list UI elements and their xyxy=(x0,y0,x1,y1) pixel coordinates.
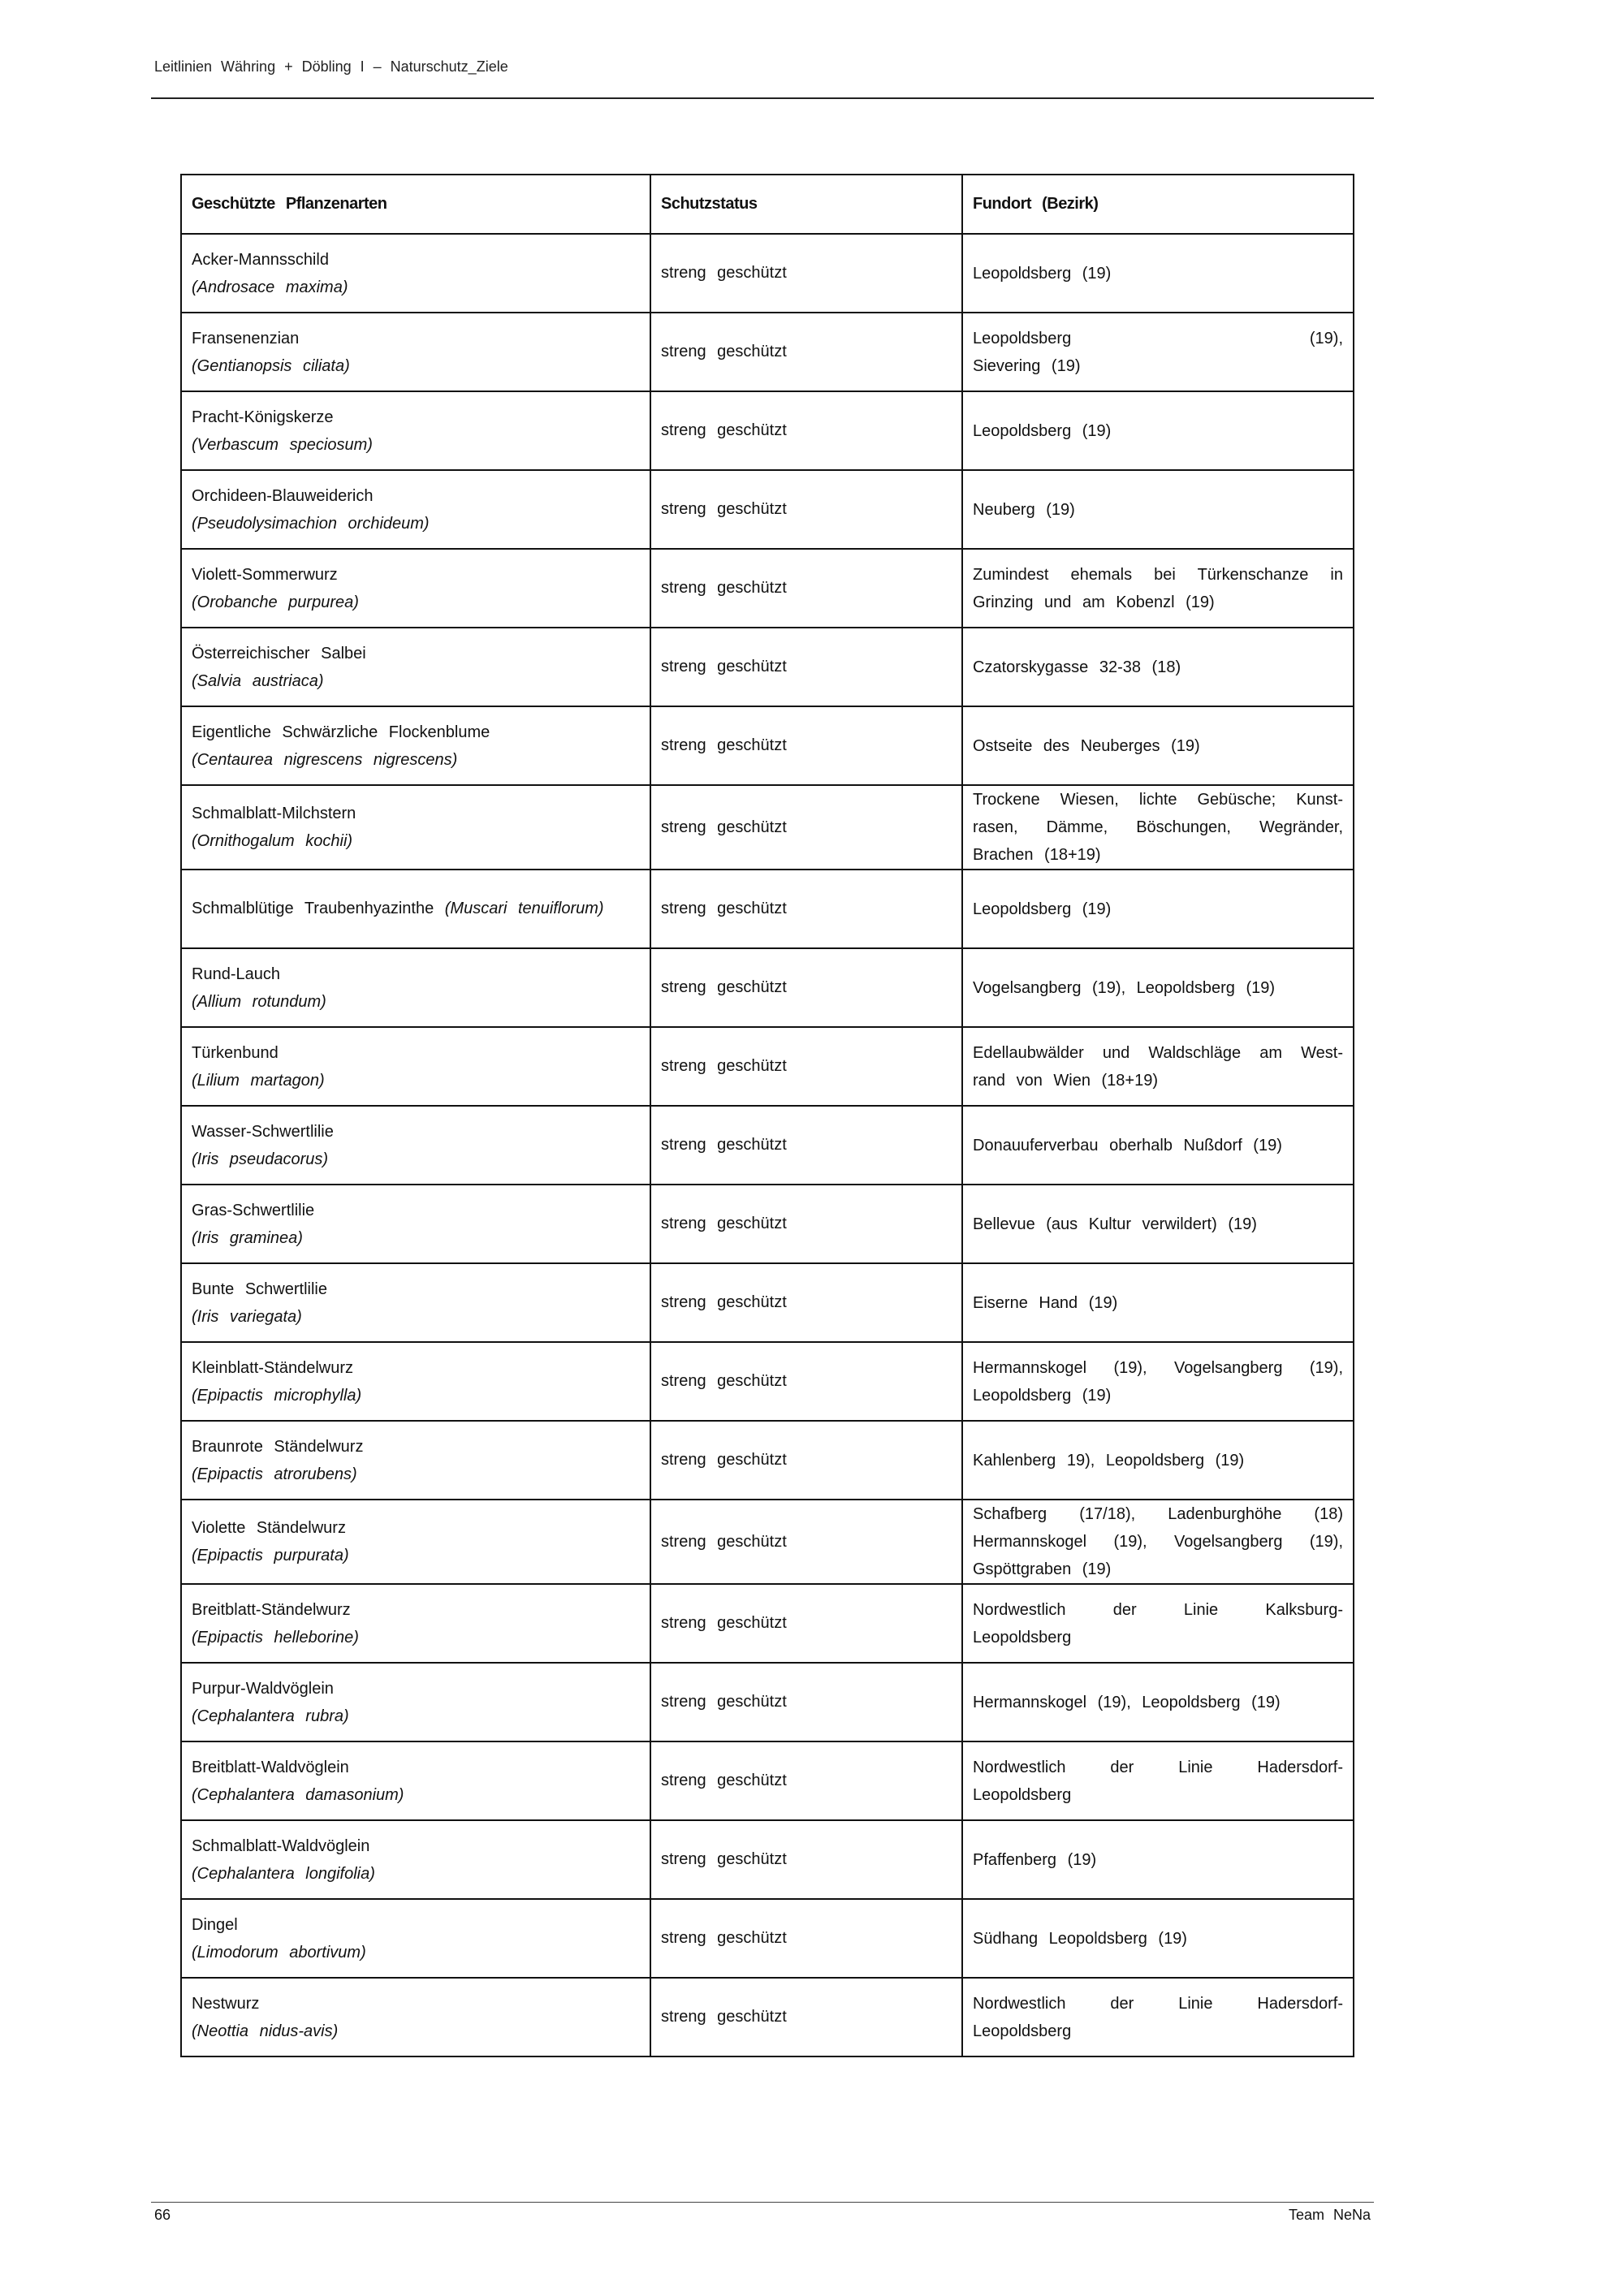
location-cell xyxy=(962,1421,1354,1500)
species-common-name: Bunte Schwertlilie xyxy=(192,1280,327,1298)
species-cell xyxy=(181,706,650,785)
location-cell xyxy=(962,234,1354,313)
species-scientific-name: (Salvia austriaca) xyxy=(192,671,324,690)
species-cell xyxy=(181,391,650,470)
location-cell xyxy=(962,1899,1354,1978)
location-cell xyxy=(962,1663,1354,1741)
location-line: Neuberg (19) xyxy=(973,500,1075,519)
species-cell xyxy=(181,1027,650,1106)
species-cell xyxy=(181,1263,650,1342)
species-cell xyxy=(181,1741,650,1820)
status-cell: streng geschützt xyxy=(650,1663,962,1741)
location-line: Leopoldsberg xyxy=(973,2022,1072,2040)
species-scientific-name: (Cephalantera damasonium) xyxy=(192,1785,404,1804)
location-line: Leopoldsberg (19) xyxy=(973,421,1112,440)
table-row xyxy=(181,234,1354,313)
species-scientific-name: (Pseudolysimachion orchideum) xyxy=(192,514,430,533)
species-cell xyxy=(181,1978,650,2056)
species-scientific-name: (Verbascum speciosum) xyxy=(192,435,373,454)
status-cell: streng geschützt xyxy=(650,785,962,870)
species-common-name: Eigentliche Schwärzliche Flockenblume xyxy=(192,723,490,741)
status-cell: streng geschützt xyxy=(650,234,962,313)
footer-rule xyxy=(151,2202,1374,2203)
species-common-name: Österreichischer Salbei xyxy=(192,644,366,662)
location-line: Leopoldsberg (19) xyxy=(973,900,1112,918)
location-line: Brachen (18+19) xyxy=(973,846,1101,864)
species-cell xyxy=(181,234,650,313)
footer-team: Team NeNa xyxy=(1288,2207,1371,2223)
species-scientific-name: (Muscari tenuiflorum) xyxy=(444,900,604,917)
location-line: Schafberg (17/18), Ladenburghöhe (18) xyxy=(973,1505,1343,1523)
species-common-name: Acker-Mannsschild xyxy=(192,250,329,269)
location-cell xyxy=(962,1342,1354,1421)
species-common-name: Breitblatt-Waldvöglein xyxy=(192,1758,349,1776)
species-scientific-name: (Orobanche purpurea) xyxy=(192,593,359,611)
location-cell xyxy=(962,1106,1354,1185)
species-common-name: Kleinblatt-Ständelwurz xyxy=(192,1358,353,1377)
species-scientific-name: (Centaurea nigrescens nigrescens) xyxy=(192,750,458,769)
species-cell xyxy=(181,1663,650,1741)
location-line: Sievering (19) xyxy=(973,356,1081,375)
species-common-name: Wasser-Schwertlilie xyxy=(192,1122,334,1141)
table-row xyxy=(181,391,1354,470)
header-rule xyxy=(151,97,1374,99)
location-line: Leopoldsberg xyxy=(973,1785,1072,1804)
column-header-status: Schutzstatus xyxy=(650,175,962,234)
status-cell: streng geschützt xyxy=(650,1185,962,1263)
location-line: Pfaffenberg (19) xyxy=(973,1850,1097,1869)
species-common-name: Braunrote Ständelwurz xyxy=(192,1437,364,1456)
table-row xyxy=(181,313,1354,391)
species-common-name: Fransenenzian xyxy=(192,329,300,347)
species-scientific-name: (Gentianopsis ciliata) xyxy=(192,356,350,375)
species-cell xyxy=(181,1421,650,1500)
location-line: Leopoldsberg (19), xyxy=(973,329,1343,347)
species-common-name: Violett-Sommerwurz xyxy=(192,565,338,584)
status-cell: streng geschützt xyxy=(650,870,962,948)
location-cell xyxy=(962,628,1354,706)
column-header-location: Fundort (Bezirk) xyxy=(962,175,1354,234)
location-line: Eiserne Hand (19) xyxy=(973,1293,1118,1312)
species-cell xyxy=(181,549,650,628)
status-cell: streng geschützt xyxy=(650,470,962,549)
location-cell xyxy=(962,1027,1354,1106)
location-line: Gspöttgraben (19) xyxy=(973,1560,1112,1578)
location-line: Trockene Wiesen, lichte Gebüsche; Kunst- xyxy=(973,791,1343,809)
location-line: Leopoldsberg (19) xyxy=(973,1386,1112,1405)
table-row xyxy=(181,870,1354,948)
species-common-name: Pracht-Königskerze xyxy=(192,408,334,426)
table-row xyxy=(181,1027,1354,1106)
page-number: 66 xyxy=(154,2207,171,2223)
table-row xyxy=(181,706,1354,785)
species-cell xyxy=(181,628,650,706)
location-cell xyxy=(962,785,1354,870)
status-cell: streng geschützt xyxy=(650,1978,962,2056)
table-row xyxy=(181,628,1354,706)
location-line: Ostseite des Neuberges (19) xyxy=(973,736,1200,755)
table-row xyxy=(181,1263,1354,1342)
species-cell xyxy=(181,1185,650,1263)
header-title: Leitlinien Währing + Döbling I – Naturschutz_Ziele xyxy=(154,58,508,75)
species-scientific-name: (Neottia nidus-avis) xyxy=(192,2022,339,2040)
status-cell: streng geschützt xyxy=(650,1421,962,1500)
location-line: Nordwestlich der Linie Hadersdorf- xyxy=(973,1758,1343,1776)
location-cell xyxy=(962,1500,1354,1584)
status-cell: streng geschützt xyxy=(650,1741,962,1820)
location-line: Bellevue (aus Kultur verwildert) (19) xyxy=(973,1215,1257,1233)
location-line: rand von Wien (18+19) xyxy=(973,1071,1159,1090)
table-row xyxy=(181,1741,1354,1820)
species-common-name: Orchideen-Blauweiderich xyxy=(192,486,374,505)
species-common-name: Purpur-Waldvöglein xyxy=(192,1679,334,1698)
species-cell xyxy=(181,1106,650,1185)
species-common-name: Nestwurz xyxy=(192,1994,260,2013)
species-scientific-name: (Lilium martagon) xyxy=(192,1071,325,1090)
protected-plants-table xyxy=(180,174,1354,2057)
species-scientific-name: (Epipactis purpurata) xyxy=(192,1547,349,1564)
species-scientific-name: (Epipactis helleborine) xyxy=(192,1628,359,1646)
status-cell: streng geschützt xyxy=(650,391,962,470)
species-common-name: Gras-Schwertlilie xyxy=(192,1201,315,1219)
location-line: Leopoldsberg (19) xyxy=(973,264,1112,283)
location-line: Kahlenberg 19), Leopoldsberg (19) xyxy=(973,1451,1245,1470)
status-cell: streng geschützt xyxy=(650,1027,962,1106)
species-cell xyxy=(181,870,650,948)
species-common-name: Dingel xyxy=(192,1915,238,1934)
species-cell xyxy=(181,1500,650,1584)
location-cell xyxy=(962,706,1354,785)
species-cell xyxy=(181,1342,650,1421)
status-cell: streng geschützt xyxy=(650,1263,962,1342)
location-line: Hermannskogel (19), Leopoldsberg (19) xyxy=(973,1693,1281,1711)
table-row xyxy=(181,1342,1354,1421)
location-cell xyxy=(962,470,1354,549)
location-line: Nordwestlich der Linie Hadersdorf- xyxy=(973,1994,1343,2013)
location-cell xyxy=(962,391,1354,470)
species-cell xyxy=(181,313,650,391)
table-row xyxy=(181,1663,1354,1741)
status-cell: streng geschützt xyxy=(650,1820,962,1899)
location-cell xyxy=(962,1741,1354,1820)
species-scientific-name: (Cephalantera longifolia) xyxy=(192,1864,375,1883)
location-cell xyxy=(962,1820,1354,1899)
species-cell xyxy=(181,1820,650,1899)
status-cell: streng geschützt xyxy=(650,1500,962,1584)
location-cell xyxy=(962,1584,1354,1663)
status-cell: streng geschützt xyxy=(650,706,962,785)
location-line: Nordwestlich der Linie Kalksburg- xyxy=(973,1600,1343,1619)
table-row xyxy=(181,1185,1354,1263)
table-row xyxy=(181,1978,1354,2056)
species-scientific-name: (Androsace maxima) xyxy=(192,278,348,296)
species-scientific-name: (Iris variegata) xyxy=(192,1307,302,1326)
location-line: Zumindest ehemals bei Türkenschanze in xyxy=(973,565,1343,584)
species-cell xyxy=(181,1584,650,1663)
location-line: rasen, Dämme, Böschungen, Wegränder, xyxy=(973,818,1343,836)
status-cell: streng geschützt xyxy=(650,1342,962,1421)
species-scientific-name: (Epipactis microphylla) xyxy=(192,1386,362,1405)
location-line: Vogelsangberg (19), Leopoldsberg (19) xyxy=(973,978,1276,997)
status-cell: streng geschützt xyxy=(650,1106,962,1185)
table-row xyxy=(181,1584,1354,1663)
species-common-name: Violette Ständelwurz xyxy=(192,1519,346,1537)
table-row xyxy=(181,948,1354,1027)
species-scientific-name: (Iris graminea) xyxy=(192,1228,303,1247)
location-line: Südhang Leopoldsberg (19) xyxy=(973,1929,1187,1948)
species-common-name: Breitblatt-Ständelwurz xyxy=(192,1600,351,1619)
species-scientific-name: (Ornithogalum kochii) xyxy=(192,832,353,850)
location-line: Hermannskogel (19), Vogelsangberg (19), xyxy=(973,1358,1343,1377)
status-cell: streng geschützt xyxy=(650,313,962,391)
species-common-name: Schmalblatt-Milchstern xyxy=(192,805,356,822)
species-common-name: Rund-Lauch xyxy=(192,965,280,983)
species-scientific-name: (Limodorum abortivum) xyxy=(192,1943,366,1962)
status-cell: streng geschützt xyxy=(650,628,962,706)
location-line: Grinzing und am Kobenzl (19) xyxy=(973,593,1215,611)
table-row xyxy=(181,470,1354,549)
species-cell xyxy=(181,948,650,1027)
location-line: Donauuferverbau oberhalb Nußdorf (19) xyxy=(973,1136,1282,1154)
table-row xyxy=(181,1500,1354,1584)
status-cell: streng geschützt xyxy=(650,1584,962,1663)
table-row xyxy=(181,549,1354,628)
location-line: Hermannskogel (19), Vogelsangberg (19), xyxy=(973,1533,1343,1551)
species-scientific-name: (Epipactis atrorubens) xyxy=(192,1465,357,1483)
table-header-row xyxy=(181,175,1354,234)
location-cell xyxy=(962,549,1354,628)
species-scientific-name: (Allium rotundum) xyxy=(192,992,326,1011)
location-line: Czatorskygasse 32-38 (18) xyxy=(973,658,1181,676)
table-row xyxy=(181,1106,1354,1185)
table-row xyxy=(181,1421,1354,1500)
table-row xyxy=(181,1820,1354,1899)
table-row xyxy=(181,785,1354,870)
location-line: Leopoldsberg xyxy=(973,1628,1072,1646)
table-row xyxy=(181,1899,1354,1978)
species-common-name: Schmalblütige Traubenhyazinthe xyxy=(192,900,434,917)
status-cell: streng geschützt xyxy=(650,948,962,1027)
column-header-species: Geschützte Pflanzenarten xyxy=(181,175,650,234)
species-cell xyxy=(181,1899,650,1978)
status-cell: streng geschützt xyxy=(650,1899,962,1978)
species-scientific-name: (Iris pseudacorus) xyxy=(192,1150,329,1168)
species-common-name: Schmalblatt-Waldvöglein xyxy=(192,1836,370,1855)
species-common-name: Türkenbund xyxy=(192,1043,279,1062)
location-cell xyxy=(962,1185,1354,1263)
location-cell xyxy=(962,870,1354,948)
location-cell xyxy=(962,948,1354,1027)
status-cell: streng geschützt xyxy=(650,549,962,628)
location-line: Edellaubwälder und Waldschläge am West- xyxy=(973,1043,1343,1062)
species-scientific-name: (Cephalantera rubra) xyxy=(192,1707,349,1725)
table-body xyxy=(181,234,1354,2056)
species-cell xyxy=(181,785,650,870)
location-cell xyxy=(962,1978,1354,2056)
location-cell xyxy=(962,1263,1354,1342)
species-cell xyxy=(181,470,650,549)
location-cell xyxy=(962,313,1354,391)
